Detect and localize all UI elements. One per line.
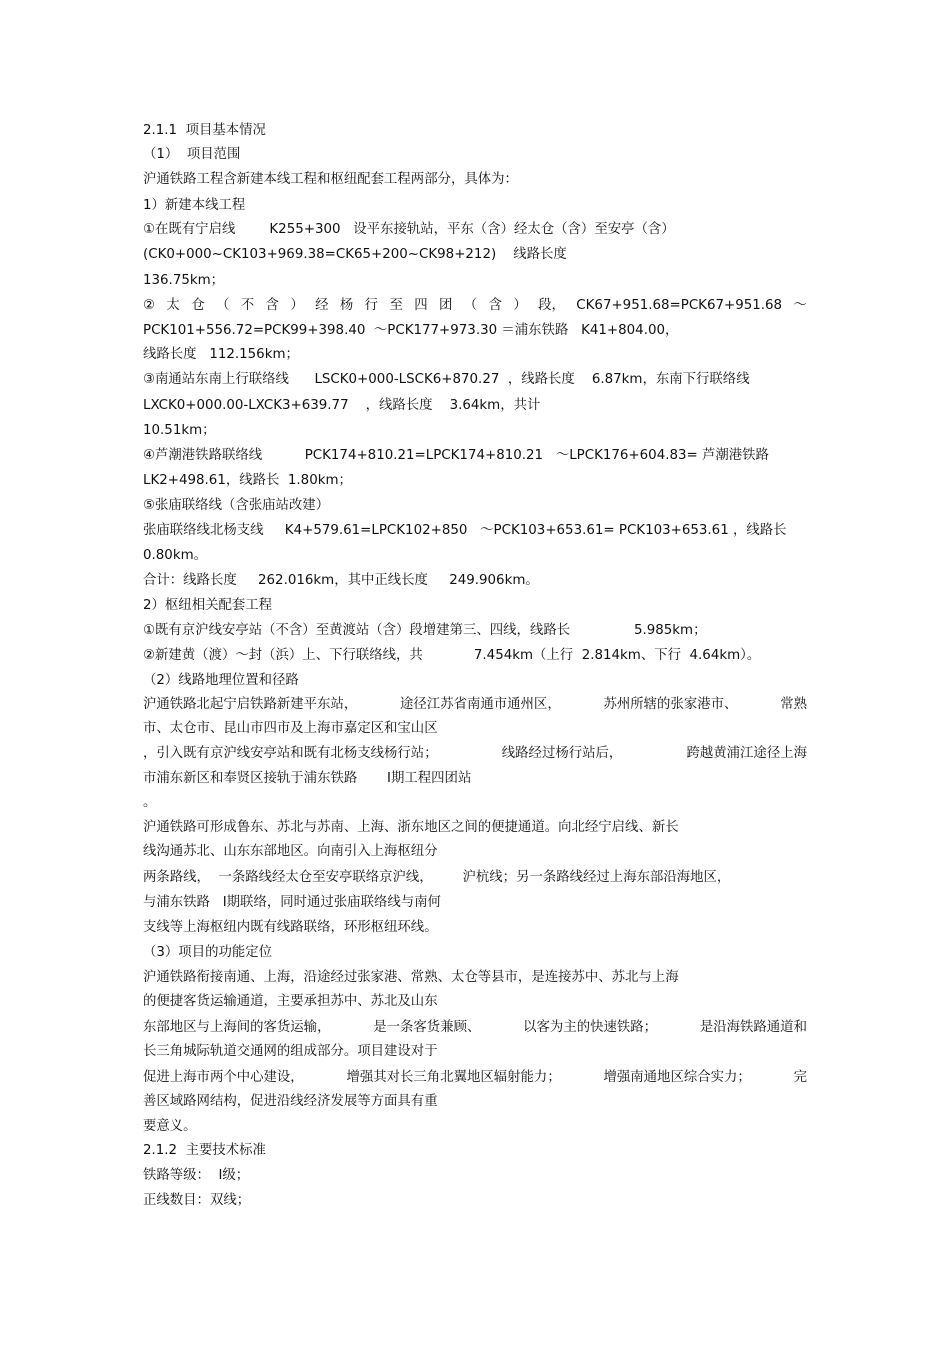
text-line: （3）项目的功能定位	[143, 945, 273, 960]
text-line: 张庙联络线北杨支线 K4+579.61=LPCK102+850 ～PCK103+653.61= PCK103+653.61 ，线路长	[143, 523, 787, 538]
text-line: 沪通铁路衔接南通、上海，沿途经过张家港、常熟、太仓等县市，是连接苏中、苏北与上海	[143, 970, 679, 985]
text-segment: 完	[793, 1070, 807, 1085]
text-line: 沪通铁路工程含新建本线工程和枢纽配套工程两部分，具体为：	[143, 172, 518, 187]
text-line: 与浦东铁路 Ⅰ期联络，同时通过张庙联络线与南何	[143, 895, 441, 910]
text-segment: 途径江苏省南通市通州区，	[400, 697, 561, 712]
text-segment: （	[215, 298, 230, 313]
text-line: 线沟通苏北、山东东部地区。向南引入上海枢纽分	[143, 844, 438, 859]
text-segment: 增强南通地区综合实力；	[603, 1070, 751, 1085]
text-line	[143, 695, 807, 715]
text-segment: 苏州所辖的张家港市、	[603, 697, 738, 712]
text-line: ④芦潮港铁路联络线 PCK174+810.21=LPCK174+810.21 ～LPCK176+604.83= 芦潮港铁路	[143, 448, 769, 463]
text-line: 10.51km；	[143, 423, 216, 438]
text-segment: 段，	[538, 298, 565, 313]
text-segment: 以客为主的快速铁路；	[523, 1020, 658, 1035]
text-segment: 经	[315, 298, 329, 313]
text-line: 善区域路网结构，促进沿线经济发展等方面具有重	[143, 1094, 438, 1109]
text-segment: 杨	[339, 298, 354, 313]
text-line: 2.1.1 项目基本情况	[143, 123, 266, 138]
text-segment: 东部地区与上海间的客货运输，	[143, 1020, 331, 1035]
text-segment: 跨越黄浦江途径上海	[686, 746, 807, 761]
text-line: 正线数目：双线；	[143, 1193, 251, 1208]
text-line: 支线等上海枢纽内既有线路联络，环形枢纽环线。	[143, 920, 438, 935]
text-segment: （	[463, 298, 478, 313]
text-line: 沪通铁路可形成鲁东、苏北与苏南、上海、浙东地区之间的便捷通道。向北经宁启线、新长	[143, 820, 679, 835]
text-line: 的便捷客货运输通道，主要承担苏中、苏北及山东	[143, 994, 438, 1009]
text-segment: 线路经过杨行站后，	[501, 746, 623, 761]
text-line: （1） 项目范围	[143, 147, 241, 162]
text-segment: ）	[513, 298, 527, 313]
text-line: LXCK0+000.00-LXCK3+639.77 ，线路长度 3.64km，共计	[143, 398, 541, 413]
text-line: 铁路等级： Ⅰ级；	[143, 1168, 250, 1183]
text-segment: 含	[488, 298, 502, 313]
text-segment: 增强其对长三角北翼地区辐射能力；	[346, 1070, 561, 1085]
text-line: ①在既有宁启线 K255+300 设平东接轨站，平东（含）经太仓（含）至安亭（含）	[143, 222, 675, 237]
text-segment: ～	[793, 298, 807, 313]
text-line	[143, 1068, 807, 1088]
text-line	[143, 1018, 807, 1038]
text-line	[143, 744, 807, 764]
text-line: ②新建黄（渡）～封（浜）上、下行联络线，共 7.454km（上行 2.814km、下行 4.64km）。	[143, 648, 761, 663]
text-segment: 是沿海铁路通道和	[699, 1020, 807, 1035]
text-line: ⑤张庙联络线（含张庙站改建）	[143, 498, 330, 513]
text-line	[143, 296, 807, 316]
text-line: 136.75km；	[143, 273, 225, 288]
text-segment: 不	[240, 298, 255, 313]
text-segment: 团	[439, 298, 453, 313]
text-segment: 四	[414, 298, 428, 313]
text-segment: ②	[143, 298, 156, 313]
text-segment: 行	[364, 298, 379, 313]
text-segment: 沪通铁路北起宁启铁路新建平东站，	[143, 697, 358, 712]
text-line: （2）线路地理位置和径路	[143, 673, 299, 688]
text-segment: 仓	[191, 298, 205, 313]
text-line: 要意义。	[143, 1119, 197, 1134]
text-segment: ，引入既有京沪线安亭站和既有北杨支线杨行站；	[143, 746, 438, 761]
text-line: 1）新建本线工程	[143, 198, 246, 213]
text-segment: ）	[290, 298, 304, 313]
text-segment: CK67+951.68=PCK67+951.68	[576, 298, 783, 313]
text-line: LK2+498.61，线路长 1.80km；	[143, 473, 352, 488]
text-segment: 太	[166, 298, 180, 313]
text-line: 市、太仓市、昆山市四市及上海市嘉定区和宝山区	[143, 721, 438, 736]
text-line: 线路长度 112.156km；	[143, 347, 299, 362]
text-segment: 是一条客货兼顾、	[373, 1020, 481, 1035]
text-line: 2.1.2 主要技术标准	[143, 1143, 266, 1158]
text-segment: 促进上海市两个中心建设，	[143, 1070, 304, 1085]
text-line: PCK101+556.72=PCK99+398.40 ～PCK177+973.30 ＝浦东铁路 K41+804.00，	[143, 323, 679, 338]
text-segment: 至	[389, 298, 403, 313]
text-line: 。	[143, 795, 157, 810]
text-line: 两条路线， 一条路线经太仓至安亭联络京沪线， 沪杭线；另一条路线经过上海东部沿海地区，	[143, 870, 731, 885]
text-line: 0.80km。	[143, 548, 208, 563]
text-line: ①既有京沪线安亭站（不含）至黄渡站（含）段增建第三、四线，线路长 5.985km；	[143, 623, 707, 638]
text-line: 2）枢纽相关配套工程	[143, 598, 273, 613]
text-line: 长三角城际轨道交通网的组成部分。项目建设对于	[143, 1044, 438, 1059]
text-line: ③南通站东南上行联络线 LSCK0+000-LSCK6+870.27 ，线路长度 6.87km，东南下行联络线	[143, 372, 750, 387]
text-segment: 含	[265, 298, 279, 313]
text-line: 合计：线路长度 262.016km，其中正线长度 249.906km。	[143, 573, 539, 588]
text-segment: 常熟	[780, 697, 807, 712]
text-line: (CK0+000~CK103+969.38=CK65+200~CK98+212) 线路长度	[143, 247, 567, 262]
text-line: 市浦东新区和奉贤区接轨于浦东铁路 Ⅰ期工程四团站	[143, 771, 472, 786]
